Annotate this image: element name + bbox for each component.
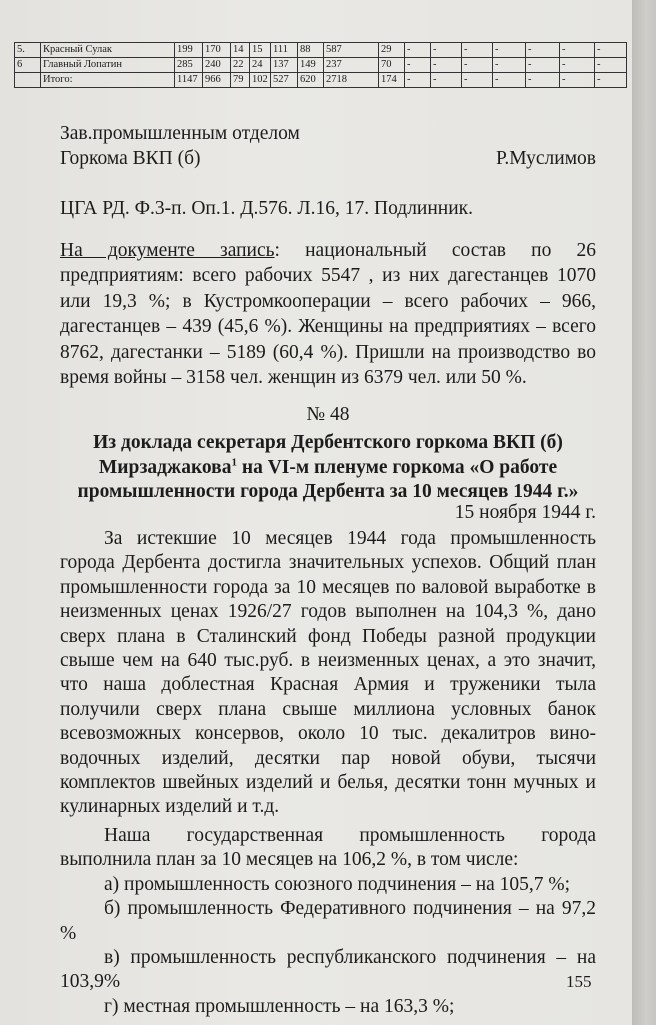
table-cell: 240 bbox=[203, 58, 231, 73]
document-date: 15 ноября 1944 г. bbox=[454, 502, 596, 523]
table-cell: Главный Лопатин bbox=[41, 58, 175, 73]
table-cell: 14 bbox=[231, 43, 250, 58]
document-title bbox=[60, 431, 596, 505]
table-cell: - bbox=[560, 73, 595, 88]
table-cell: - bbox=[595, 58, 627, 73]
table-cell: - bbox=[431, 73, 462, 88]
table-cell: 149 bbox=[298, 58, 324, 73]
page-number: 155 bbox=[566, 972, 592, 991]
table-row bbox=[15, 58, 627, 73]
archive-reference: ЦГА РД. Ф.3-п. Оп.1. Д.576. Л.16, 17. Подлинник. bbox=[60, 198, 474, 219]
table-cell: 5. bbox=[15, 43, 41, 58]
table-cell: - bbox=[526, 58, 560, 73]
table-row bbox=[15, 73, 627, 88]
table-cell: - bbox=[405, 73, 431, 88]
archival-note bbox=[60, 238, 596, 390]
table-cell: 174 bbox=[379, 73, 405, 88]
table-cell: 199 bbox=[175, 43, 203, 58]
table-cell: - bbox=[560, 58, 595, 73]
note-label: На документе запись bbox=[60, 240, 275, 261]
table-cell: 6 bbox=[15, 58, 41, 73]
list-item-d: г) местная промышленность – на 163,3 %; bbox=[104, 995, 455, 1017]
document-body bbox=[60, 527, 596, 1019]
table-cell: 237 bbox=[324, 58, 379, 73]
table-cell: - bbox=[493, 43, 526, 58]
footnote-mark: 1 bbox=[231, 456, 237, 468]
table-cell: 620 bbox=[298, 73, 324, 88]
table-cell: 29 bbox=[379, 43, 405, 58]
signature-title: Зав.промышленным отделом bbox=[60, 123, 300, 144]
table-cell: Итого: bbox=[41, 73, 175, 88]
table-cell: - bbox=[462, 58, 493, 73]
signature-name: Р.Муслимов bbox=[495, 148, 596, 169]
table-cell: 1147 bbox=[175, 73, 203, 88]
table-cell: 285 bbox=[175, 58, 203, 73]
table-row bbox=[15, 43, 627, 58]
signature-org: Горкома ВКП (б) bbox=[60, 148, 201, 169]
title-part1: Из доклада секретаря Дербентского горкома ВКП (б) Мирзаджакова bbox=[93, 432, 563, 478]
table-cell: - bbox=[462, 43, 493, 58]
table-cell: 24 bbox=[250, 58, 271, 73]
summary-table bbox=[14, 42, 627, 88]
document-number: № 48 bbox=[306, 404, 350, 425]
title-part2: на VI-м пленуме горкома «О работе промышленности города Дербента за 10 месяцев 1944 г.» bbox=[77, 456, 579, 502]
table-cell: - bbox=[431, 58, 462, 73]
table-cell: 587 bbox=[324, 43, 379, 58]
table-cell: 22 bbox=[231, 58, 250, 73]
table-cell: - bbox=[560, 43, 595, 58]
paragraph-2: Наша государственная промышленность города выполнила план за 10 месяцев на 106,2 %, в том числе: bbox=[60, 824, 596, 871]
table-cell: 111 bbox=[271, 43, 298, 58]
table-cell: - bbox=[493, 58, 526, 73]
page-edge bbox=[632, 0, 656, 1025]
list-item-c: в) промышленность республиканского подчинения – на 103,9% bbox=[60, 946, 596, 993]
table-cell: Красный Сулак bbox=[41, 43, 175, 58]
table-cell: - bbox=[526, 43, 560, 58]
table-cell: - bbox=[595, 73, 627, 88]
paragraph-1: За истекшие 10 месяцев 1944 года промышленность города Дербента достигла значительных успехов. Общий план промышленности города за 10 месяцев по валовой выработке в неизменных ценах 1926/27 годов выполнен на 104,3 %, дано сверх плана в Сталинский фонд Победы разной продукции свыше чем на 640 тыс.руб. в неизменных ценах, а это значит, что наша доблестная Красная Армия и труженики тыла получили сверх плана свыше миллиона условных банок всевозможных консервов, около 10 тыс. декалитров вино-водочных изделий, десятки пар новой обуви, тысячи комплектов швейных изделий и белья, десятки тонн мучных и кулинарных изделий и т.д. bbox=[60, 528, 596, 818]
table-cell: - bbox=[595, 43, 627, 58]
table-cell: 79 bbox=[231, 73, 250, 88]
table-cell: - bbox=[526, 73, 560, 88]
table-cell: 70 bbox=[379, 58, 405, 73]
table-cell bbox=[15, 73, 41, 88]
table-cell: 170 bbox=[203, 43, 231, 58]
list-item-b: б) промышленность Федеративного подчинения – на 97,2 % bbox=[60, 898, 596, 944]
table-cell: 527 bbox=[271, 73, 298, 88]
table-cell: 137 bbox=[271, 58, 298, 73]
table-cell: - bbox=[431, 43, 462, 58]
note-text: : национальный состав по 26 предприятиям: всего рабочих 5547 , из них дагестанцев 1070 или 19,3 %; в Кустромкооперации – всего рабочих – 966, дагестанцев – 439 (45,6 %). Женщины на предприятиях – всего 8762, дагестанки – 5189 (60,4 %). Пришли на производство во время войны – 3158 чел. женщин из 6379 чел. или 50 %. bbox=[60, 240, 597, 389]
table-cell: 2718 bbox=[324, 73, 379, 88]
table-cell: 966 bbox=[203, 73, 231, 88]
table-cell: 88 bbox=[298, 43, 324, 58]
list-item-a: а) промышленность союзного подчинения – на 105,7 %; bbox=[104, 873, 571, 895]
table-cell: 15 bbox=[250, 43, 271, 58]
table-cell: 102 bbox=[250, 73, 271, 88]
table-cell: - bbox=[493, 73, 526, 88]
signature-row bbox=[60, 146, 596, 171]
table-cell: - bbox=[405, 43, 431, 58]
table-cell: - bbox=[462, 73, 493, 88]
table-cell: - bbox=[405, 58, 431, 73]
